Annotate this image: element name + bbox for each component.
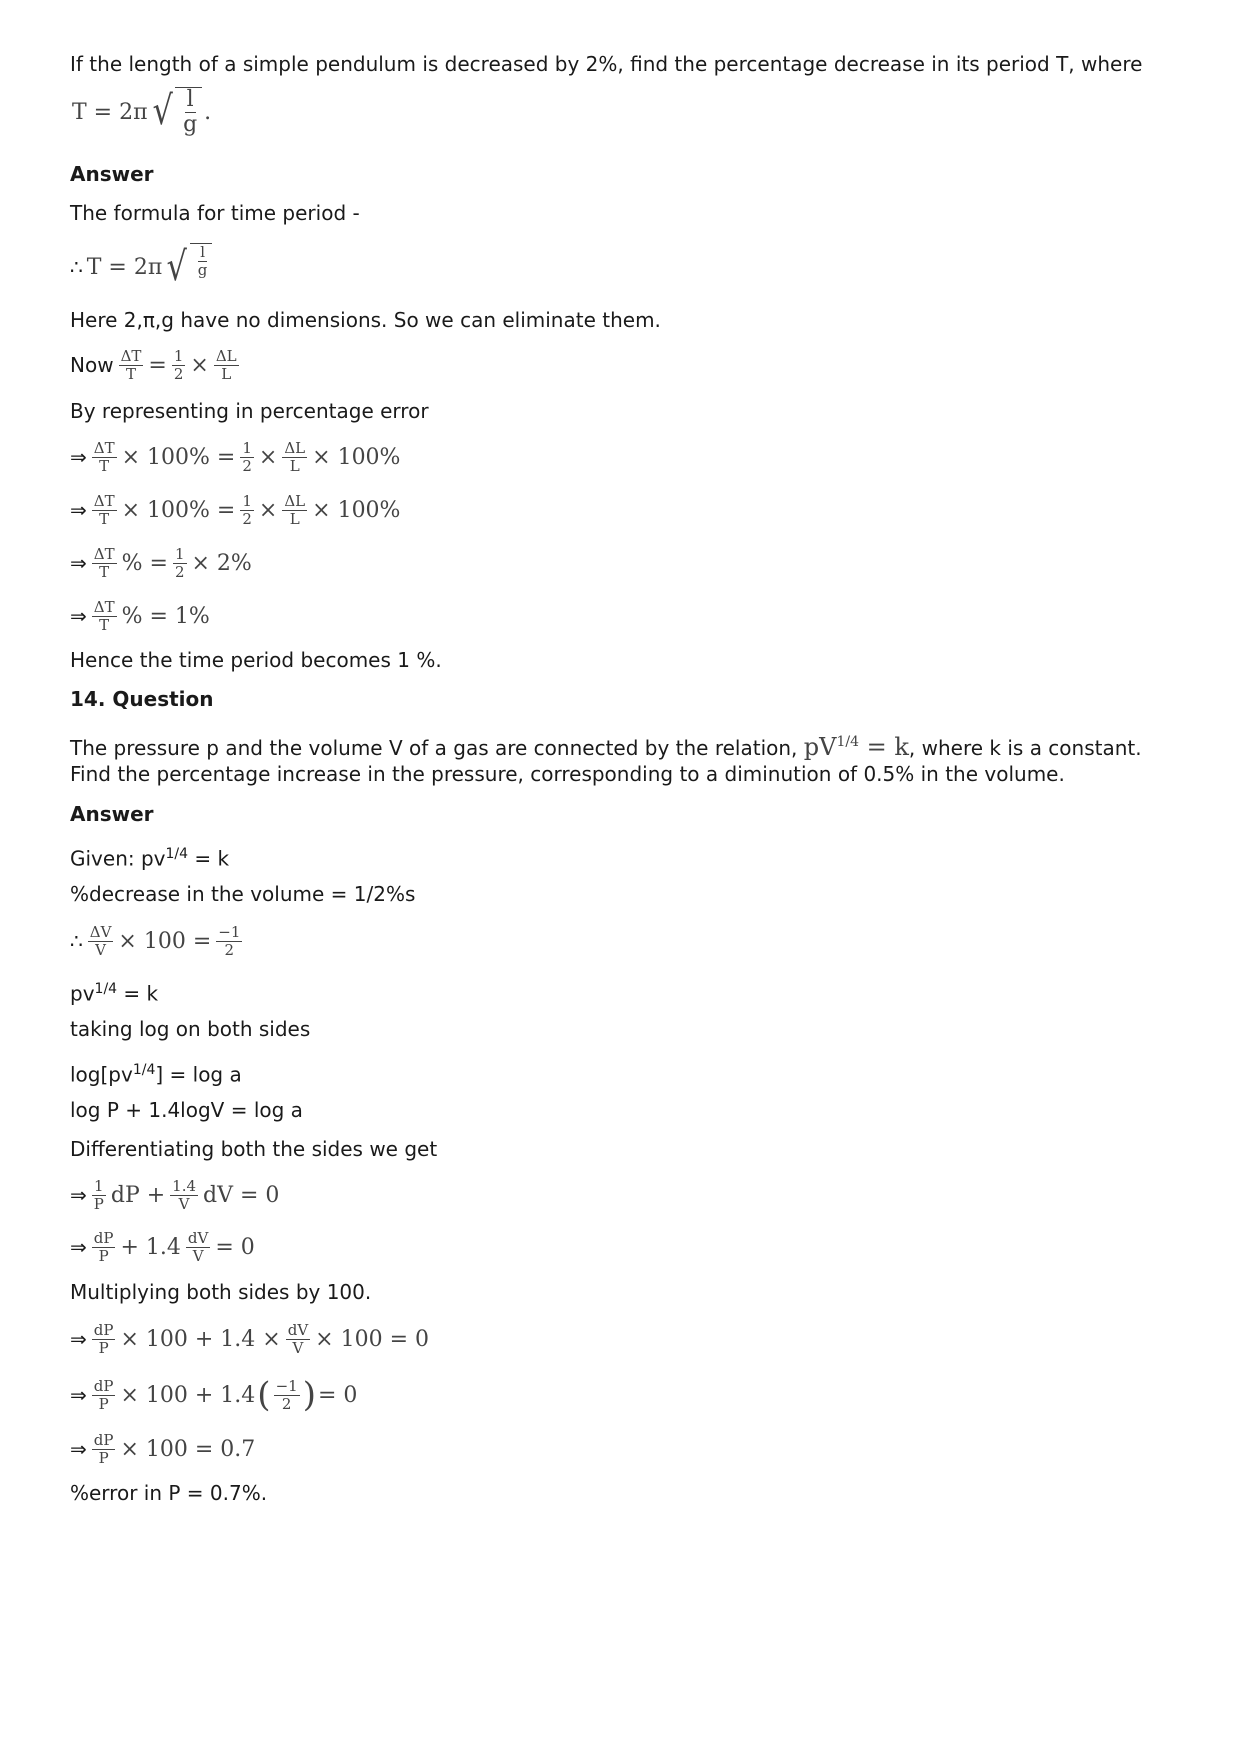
answer-text: Given: $pv^{1/4} = k$: [70, 846, 230, 871]
equation-step: ⇒ $\frac{dP}{P}$ × 100 = 0.7: [70, 1430, 256, 1467]
equation-now: Now $\frac{\Delta T}{T}$ = $\frac{1}{2}$ × $\frac{\Delta L}{L}$: [70, 346, 237, 383]
answer-text: The formula for time period -: [70, 201, 360, 225]
equation-step: ⇒ $\frac{\Delta T}{T}$ % = 1%: [70, 597, 210, 634]
equation-step: ⇒ $\frac{dP}{P}$ + 1.4 $\frac{dV}{V}$ = 0: [70, 1228, 255, 1265]
question-text: Find the percentage increase in the pressure, corresponding to a diminution of 0.5% in the volume.: [70, 762, 1065, 786]
answer-text: %decrease in the volume = 1/2%s: [70, 882, 416, 906]
equation-step: ⇒ $\frac{dP}{P}$ × 100 + 1.4 × $\frac{dV}{V}$ × 100 = 0: [70, 1320, 430, 1357]
equation-step: ⇒ $\frac{\Delta T}{T}$ × 100% = $\frac{1}{2}$ × $\frac{\Delta L}{L}$ × 100%: [70, 491, 401, 528]
equation-step: ∴ $\frac{\Delta V}{V}$ × 100 = $\frac{-1}{2}$: [70, 922, 241, 959]
question-heading: 14. Question: [70, 687, 214, 711]
answer-conclusion: Hence the time period becomes 1 %.: [70, 648, 442, 672]
formula-period: T = 2π √ $\frac{l}{g}$ .: [72, 87, 212, 137]
formula-period-restated: ∴ T = 2π √ $\frac{l}{g}$: [70, 242, 212, 292]
answer-text: $pv^{1/4} = k$: [70, 981, 159, 1006]
answer-text: $\log[pv^{1/4}] = \log a$: [70, 1062, 242, 1087]
equation-step: ⇒ $\frac{\Delta T}{T}$ × 100% = $\frac{1}{2}$ × $\frac{\Delta L}{L}$ × 100%: [70, 438, 401, 475]
equation-step: ⇒ $\frac{1}{P}$ dP + $\frac{1.4}{V}$ dV = 0: [70, 1176, 280, 1213]
answer-text: log P + 1.4logV = log a: [70, 1098, 303, 1122]
answer-heading: Answer: [70, 802, 154, 826]
answer-heading: Answer: [70, 162, 154, 186]
equation-step: ⇒ $\frac{\Delta T}{T}$ % = $\frac{1}{2}$ × 2%: [70, 544, 252, 581]
answer-text: Multiplying both sides by 100.: [70, 1280, 372, 1304]
equation-step: ⇒ $\frac{dP}{P}$ × 100 + 1.4 ( $\frac{-1}{2}$ ) = 0: [70, 1375, 358, 1415]
answer-text: Differentiating both the sides we get: [70, 1137, 438, 1161]
answer-text: Here 2,π,g have no dimensions. So we can eliminate them.: [70, 308, 661, 332]
question-text: The pressure p and the volume V of a gas are connected by the relation, $pV^{1/4} = k$, where k is a constant.: [70, 733, 1142, 761]
intro-question-text: If the length of a simple pendulum is decreased by 2%, find the percentage decrease in its period T, where: [70, 52, 1143, 76]
answer-text: taking log on both sides: [70, 1017, 311, 1041]
answer-text: By representing in percentage error: [70, 399, 429, 423]
answer-conclusion: %error in P = 0.7%.: [70, 1481, 268, 1505]
sqrt-symbol: √ $\frac{l}{g}$: [150, 87, 203, 137]
